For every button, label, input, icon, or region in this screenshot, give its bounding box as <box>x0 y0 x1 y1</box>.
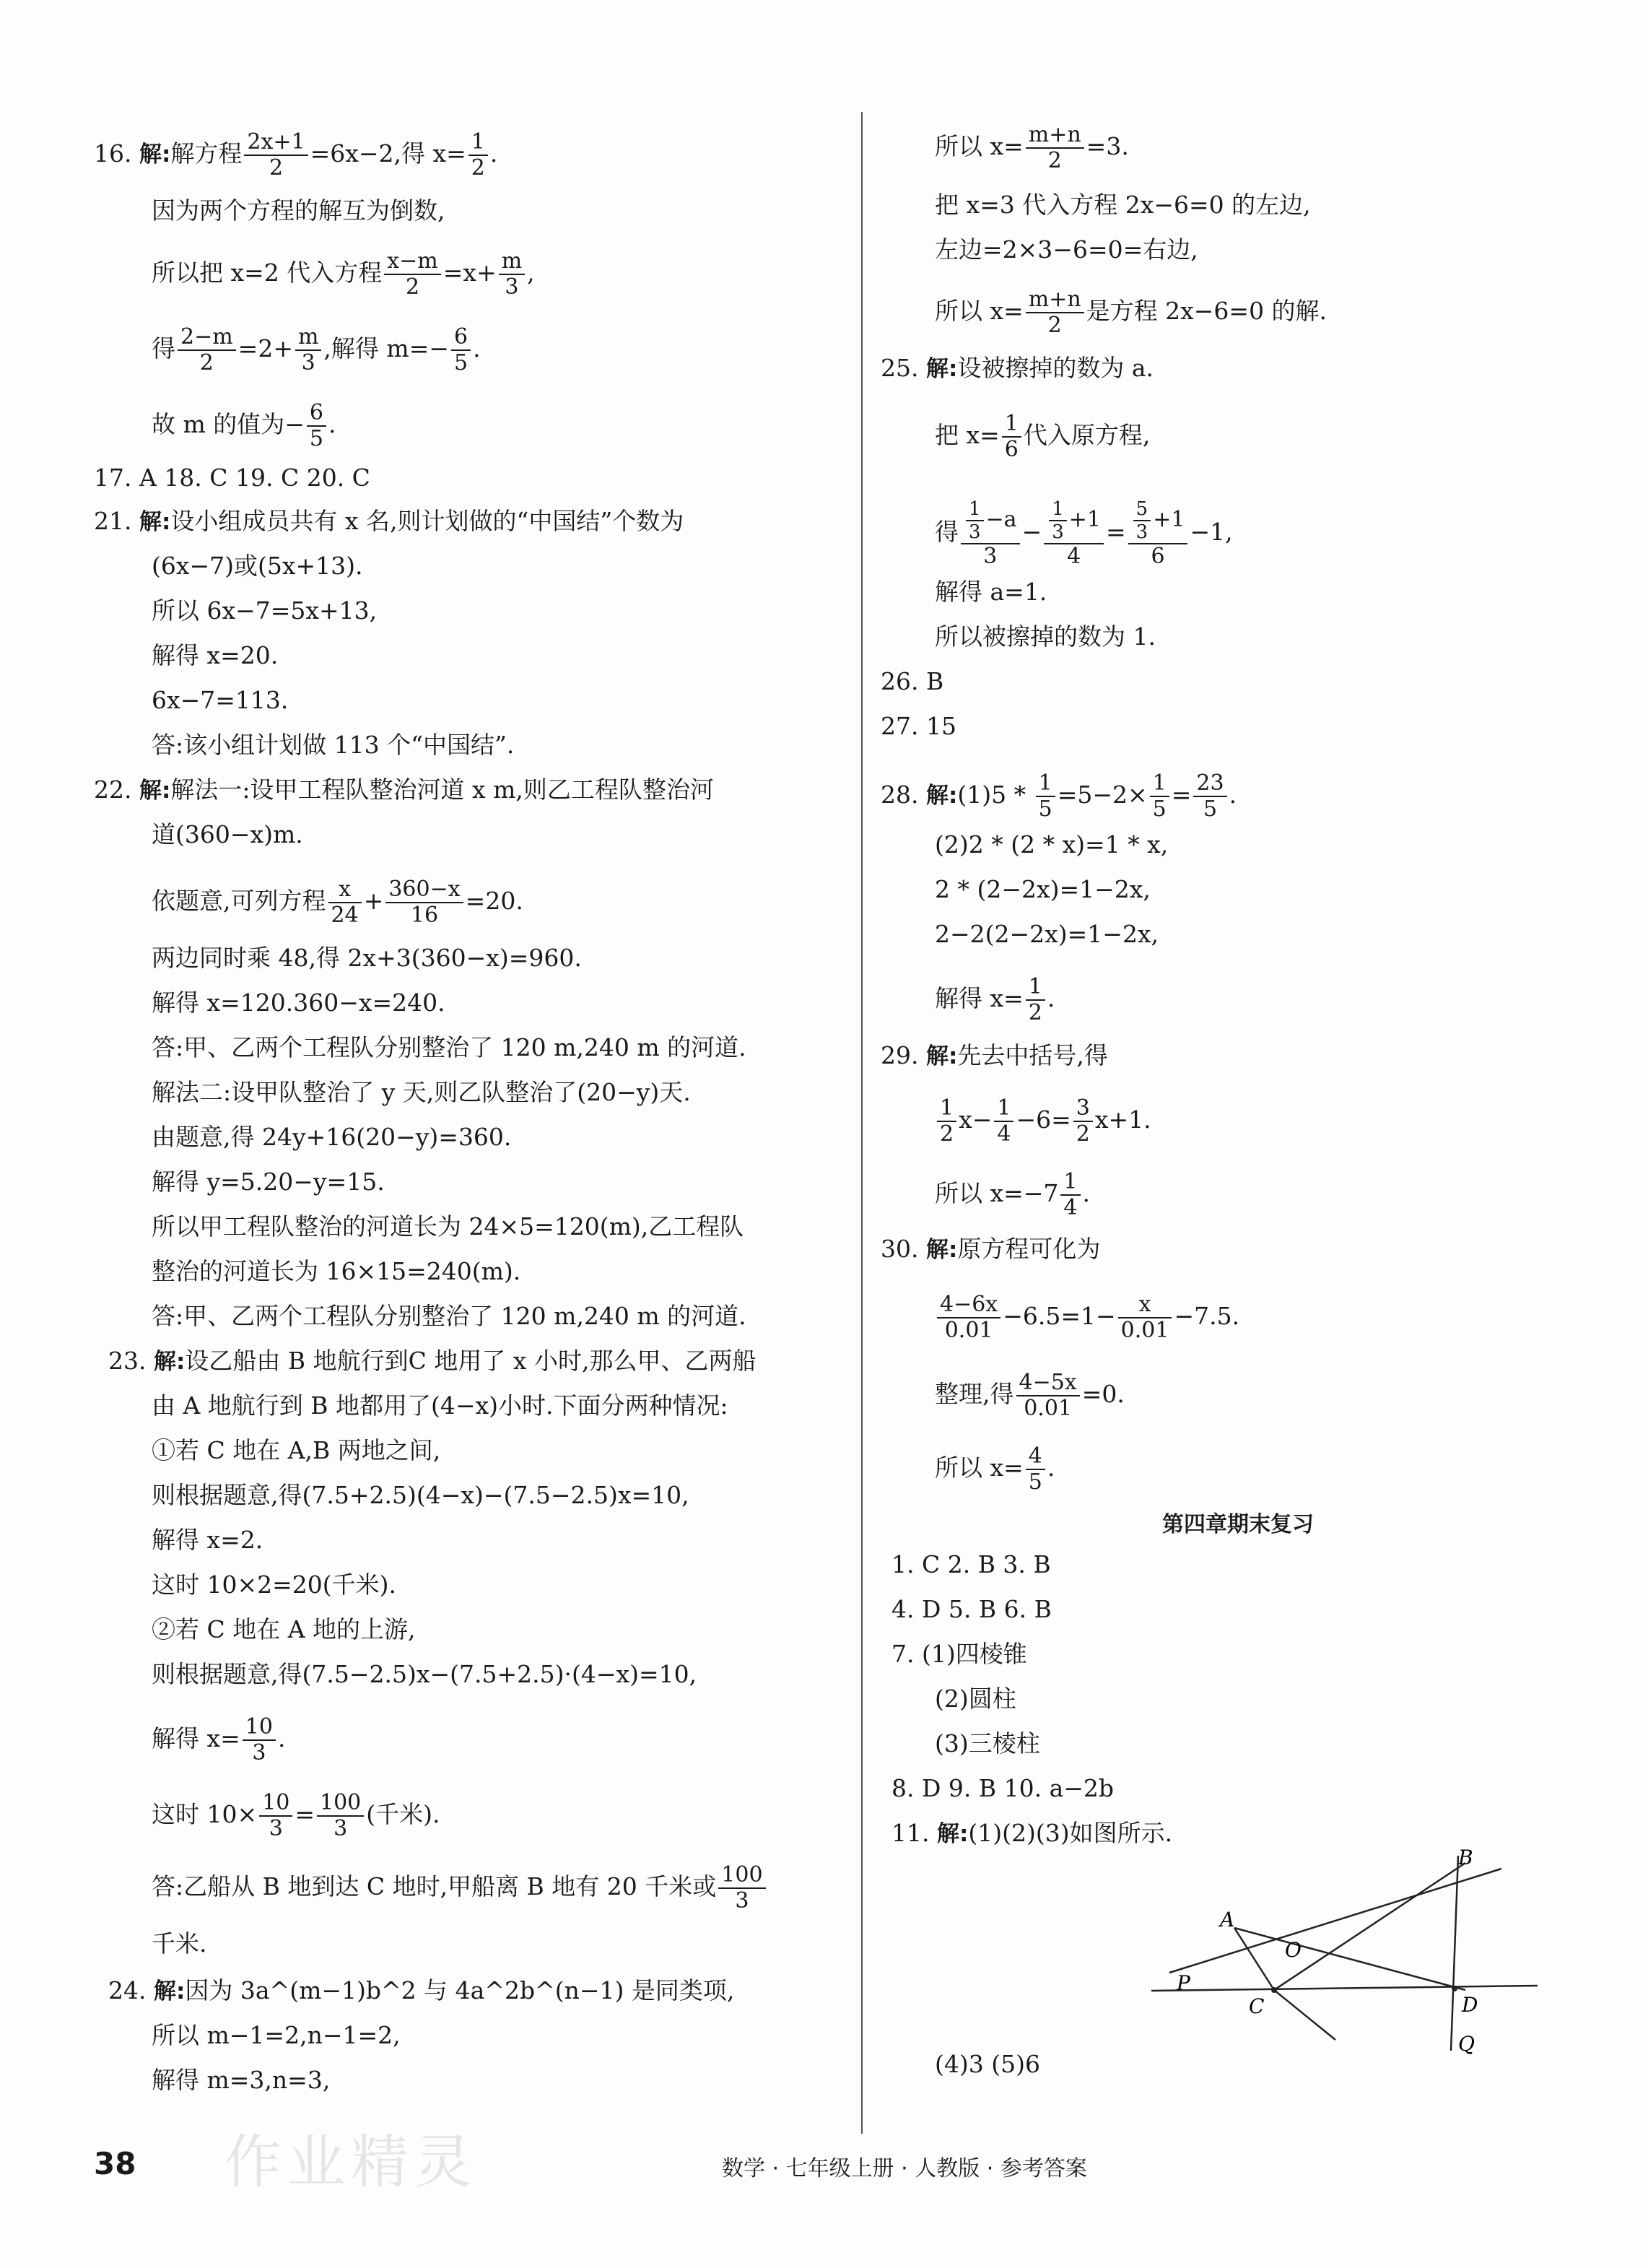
label-B: B <box>1458 1848 1473 1869</box>
q21-line6: 答:该小组计划做 113 个“中国结”. <box>152 731 515 759</box>
q22-line11: 整治的河道长为 16×15=240(m). <box>152 1257 521 1285</box>
text: = <box>1171 781 1192 809</box>
fraction: $\frac{x-m}{2}$ <box>384 249 441 300</box>
point-D <box>1452 1986 1457 1991</box>
fraction: $\frac{1}{5}$ <box>1036 771 1055 822</box>
q21-line1 <box>94 505 684 538</box>
text: 解得 x= <box>935 984 1024 1012</box>
text: . <box>473 334 481 362</box>
compound-fraction: $\frac{1}{3}$ −a 3 <box>961 498 1020 569</box>
fraction: $\frac{1}{4}$ <box>994 1096 1013 1147</box>
q25-line5: 所以被擦掉的数为 1. <box>935 622 1156 651</box>
q22-line3 <box>152 877 523 928</box>
q28-line5 <box>935 975 1055 1025</box>
q22-line10: 所以甲工程队整治的河道长为 24×5=120(m),乙工程队 <box>152 1212 744 1241</box>
answer-label: 解: <box>925 1043 958 1069</box>
q17-20-answers: 17. A 18. C 19. C 20. C <box>94 464 370 492</box>
text: =5−2× <box>1057 781 1148 809</box>
q28-line2: (2)2 * (2 * x)=1 * x, <box>935 830 1169 859</box>
q24-line1 <box>108 1975 734 2007</box>
q28-number: 28. <box>881 781 919 809</box>
page-footer: 数学 · 七年级上册 · 人教版 · 参考答案 <box>722 2156 1087 2181</box>
text: 整理,得 <box>935 1380 1014 1408</box>
q16-line2: 因为两个方程的解互为倒数, <box>152 196 445 225</box>
q21-line4: 解得 x=20. <box>152 641 279 669</box>
q24-line2: 所以 m−1=2,n−1=2, <box>152 2021 401 2049</box>
text: 因为 3a^(m−1)b^2 与 4a^2b^(n−1) 是同类项, <box>185 1976 735 2004</box>
label-O: O <box>1285 1938 1302 1962</box>
q23-line3: ①若 C 地在 A,B 两地之间, <box>152 1436 441 1464</box>
fraction: $\frac{4-5x}{0.01}$ <box>1016 1370 1080 1421</box>
text: . <box>1229 781 1237 809</box>
text: 解得 x= <box>152 1724 240 1752</box>
q28-line3: 2 * (2−2x)=1−2x, <box>935 875 1151 903</box>
q22-line9: 解得 y=5.20−y=15. <box>152 1168 385 1196</box>
text: 所以把 x=2 代入方程 <box>152 258 383 287</box>
text: =x+ <box>442 258 497 287</box>
fraction: $\frac{1}{2}$ <box>468 130 488 181</box>
q30-line1 <box>881 1233 1100 1266</box>
column-divider <box>861 112 863 2134</box>
line-CB <box>1274 1863 1465 1990</box>
q25-line1 <box>881 352 1154 385</box>
fraction: $\frac{6}{5}$ <box>307 401 326 451</box>
q30-line4 <box>935 1444 1055 1495</box>
answer-label: 解: <box>139 509 171 535</box>
text: 原方程可化为 <box>957 1235 1101 1263</box>
q21-number: 21. <box>94 507 132 535</box>
fraction: $\frac{m}{3}$ <box>295 325 321 375</box>
line-PD <box>1151 1986 1538 1991</box>
fraction: $\frac{m+n}{2}$ <box>1026 287 1084 338</box>
text: (1)(2)(3)如图所示. <box>968 1819 1173 1847</box>
text: 所以 x= <box>935 1454 1024 1482</box>
label-A: A <box>1220 1908 1235 1932</box>
text: . <box>1082 1179 1090 1207</box>
text: =6x−2,得 x= <box>310 139 466 168</box>
label-C: C <box>1249 1994 1265 2018</box>
text: 答:乙船从 B 地到达 C 地时,甲船离 B 地有 20 千米或 <box>152 1872 717 1900</box>
text: 这时 10× <box>152 1800 258 1828</box>
q29-line2 <box>935 1096 1151 1147</box>
answer-label: 解: <box>153 1349 186 1375</box>
watermark: 作业精灵 <box>224 2129 478 2196</box>
fraction: $\frac{6}{5}$ <box>451 325 471 375</box>
point-C <box>1271 1987 1277 1993</box>
q24c-line3: 左边=2×3−6=0=右边, <box>935 235 1198 264</box>
q24c-line4 <box>935 287 1327 338</box>
text: 是方程 2x−6=0 的解. <box>1086 297 1327 325</box>
fraction: $\frac{1}{6}$ <box>1002 412 1021 462</box>
text: x+1. <box>1094 1105 1151 1134</box>
q23-line7: ②若 C 地在 A 地的上游, <box>152 1615 416 1643</box>
text: . <box>277 1724 286 1752</box>
q26-answer: 26. B <box>881 667 944 695</box>
answer-label: 解: <box>925 1237 958 1263</box>
fraction: $\frac{23}{5}$ <box>1193 771 1226 822</box>
text: 设被擦掉的数为 a. <box>957 354 1154 382</box>
text: =3. <box>1086 132 1129 160</box>
answer-label: 解: <box>139 778 171 804</box>
text: 把 x= <box>935 421 1000 449</box>
q23-line8: 则根据题意,得(7.5−2.5)x−(7.5+2.5)·(4−x)=10, <box>152 1660 697 1688</box>
q30-line2 <box>935 1292 1239 1343</box>
q22-line12: 答:甲、乙两个工程队分别整治了 120 m,240 m 的河道. <box>152 1302 746 1330</box>
fraction: $\frac{1}{2}$ <box>1026 975 1045 1025</box>
q27-answer: 27. 15 <box>881 712 956 740</box>
q29-line1 <box>881 1040 1108 1072</box>
text: −1, <box>1190 518 1233 546</box>
ch4-q1-3: 1. C 2. B 3. B <box>891 1550 1051 1578</box>
label-Q: Q <box>1458 2032 1475 2056</box>
text: 设乙船由 B 地航行到C 地用了 x 小时,那么甲、乙两船 <box>185 1347 757 1375</box>
q23-line12: 千米. <box>152 1929 207 1958</box>
q29-number: 29. <box>881 1041 919 1069</box>
q22-line8: 由题意,得 24y+16(20−y)=360. <box>152 1123 512 1151</box>
q30-line3 <box>935 1370 1125 1421</box>
fraction: $\frac{3}{2}$ <box>1073 1096 1093 1147</box>
ch4-q7-3: (3)三棱柱 <box>935 1729 1040 1758</box>
text: (千米). <box>366 1800 440 1828</box>
text: =20. <box>465 887 523 915</box>
q23-line11 <box>152 1863 768 1913</box>
text: . <box>328 410 336 438</box>
q23-line5: 解得 x=2. <box>152 1526 263 1554</box>
text: −6.5=1− <box>1003 1302 1116 1330</box>
fraction: $\frac{100}{3}$ <box>317 1791 364 1841</box>
q28-line4: 2−2(2−2x)=1−2x, <box>935 920 1159 948</box>
q23-line10 <box>152 1791 440 1841</box>
q24-line3: 解得 m=3,n=3, <box>152 2066 331 2094</box>
text: . <box>1047 984 1055 1012</box>
fraction: $\frac{x}{24}$ <box>328 877 362 928</box>
text: =0. <box>1081 1380 1125 1408</box>
fraction: $\frac{2x+1}{2}$ <box>244 130 308 181</box>
line-PB <box>1169 1869 1501 1973</box>
text: 先去中括号,得 <box>957 1041 1108 1069</box>
text: = <box>295 1800 315 1828</box>
compound-fraction: $\frac{5}{3}$ +1 6 <box>1128 498 1188 569</box>
fraction: $\frac{10}{3}$ <box>243 1715 276 1765</box>
q25-line4: 解得 a=1. <box>935 578 1047 606</box>
fraction: $\frac{m+n}{2}$ <box>1026 123 1084 173</box>
q16-line4 <box>152 325 481 375</box>
text: 所以 x= <box>935 297 1024 325</box>
text: ,解得 m=− <box>323 334 449 362</box>
q22-line5: 解得 x=120.360−x=240. <box>152 989 445 1017</box>
text: −7.5. <box>1174 1302 1240 1330</box>
label-D: D <box>1462 1993 1478 2017</box>
ch4-q7-2: (2)圆柱 <box>935 1685 1016 1713</box>
ch4-q8-10: 8. D 9. B 10. a−2b <box>891 1774 1115 1802</box>
fraction: $\frac{100}{3}$ <box>718 1863 765 1913</box>
q24c-line1 <box>935 123 1129 173</box>
fraction: $\frac{4-6x}{0.01}$ <box>937 1292 1000 1343</box>
text: −6= <box>1016 1105 1071 1134</box>
text: . <box>1047 1454 1055 1482</box>
ch4-q4-6: 4. D 5. B 6. B <box>891 1595 1052 1623</box>
fraction: $\frac{1}{5}$ <box>1150 771 1169 822</box>
text: 解方程 <box>170 139 243 168</box>
fraction: $\frac{10}{3}$ <box>259 1791 292 1841</box>
ch4-q11-end: (4)3 (5)6 <box>935 2050 1040 2078</box>
q21-line3: 所以 6x−7=5x+13, <box>152 596 378 625</box>
q16-number: 16. <box>94 139 132 168</box>
ch4-q7-1: 7. (1)四棱锥 <box>891 1640 1027 1668</box>
text: 得 <box>152 334 175 362</box>
q25-line3 <box>935 498 1233 569</box>
text: 得 <box>935 518 959 546</box>
ch4-q11 <box>891 1817 1172 1850</box>
q21-line2: (6x−7)或(5x+13). <box>152 552 363 580</box>
fraction: $\frac{m}{3}$ <box>499 249 525 300</box>
q25-number: 25. <box>881 354 919 382</box>
text: =2+ <box>237 334 293 362</box>
answer-label: 解: <box>925 783 958 809</box>
compound-fraction: $\frac{1}{3}$ +1 4 <box>1044 498 1104 569</box>
fraction: $\frac{1}{4}$ <box>1060 1170 1080 1220</box>
chapter-heading: 第四章期末复习 <box>1162 1512 1314 1537</box>
label-P: P <box>1177 1971 1190 1995</box>
geometry-figure <box>1148 1848 1552 2058</box>
text: 故 m 的值为− <box>152 410 305 438</box>
q28-line1 <box>881 771 1237 822</box>
text: = <box>1106 518 1126 546</box>
q23-number: 23. <box>108 1347 147 1375</box>
text: 依题意,可列方程 <box>152 887 326 915</box>
q22-line1 <box>94 774 714 807</box>
q23-line4: 则根据题意,得(7.5+2.5)(4−x)−(7.5−2.5)x=10, <box>152 1481 689 1509</box>
q29-line3 <box>935 1170 1090 1220</box>
q16-line5 <box>152 401 336 451</box>
fraction: $\frac{x}{0.01}$ <box>1118 1292 1172 1343</box>
text: 解法一:设甲工程队整治河道 x m,则乙工程队整治河 <box>170 775 714 804</box>
q16-line3 <box>152 249 535 300</box>
q23-line2: 由 A 地航行到 B 地都用了(4−x)小时.下面分两种情况: <box>152 1391 728 1420</box>
line-CQ <box>1274 1990 1335 2040</box>
q25-line2 <box>935 412 1150 462</box>
q22-line6: 答:甲、乙两个工程队分别整治了 120 m,240 m 的河道. <box>152 1033 746 1061</box>
q23-line9 <box>152 1715 285 1765</box>
q22-line2: 道(360−x)m. <box>152 820 303 848</box>
text: 所以 x= <box>935 132 1024 160</box>
q11-number: 11. <box>891 1819 930 1847</box>
fraction: $\frac{1}{2}$ <box>937 1096 956 1147</box>
answer-label: 解: <box>153 1978 186 2004</box>
answer-label: 解: <box>936 1821 969 1847</box>
q16-line1: 16. 解:解方程 $\frac{2x+1}{2}$ =6x−2,得 x= $\frac{1}{2}$ . <box>94 129 498 181</box>
text: , <box>527 258 535 287</box>
text: 设小组成员共有 x 名,则计划做的“中国结”个数为 <box>170 507 684 535</box>
q24c-line2: 把 x=3 代入方程 2x−6=0 的左边, <box>935 191 1311 219</box>
fraction: $\frac{4}{5}$ <box>1026 1444 1045 1495</box>
answer-label: 解: <box>139 142 171 168</box>
q30-number: 30. <box>881 1235 919 1263</box>
q22-line4: 两边同时乘 48,得 2x+3(360−x)=960. <box>152 944 582 972</box>
fraction: $\frac{360-x}{16}$ <box>385 877 463 928</box>
page-number: 38 <box>94 2146 136 2181</box>
q24-number: 24. <box>108 1976 147 2004</box>
text: 所以 x=−7 <box>935 1179 1059 1207</box>
text: x− <box>959 1105 993 1134</box>
text: − <box>1021 518 1042 546</box>
text: + <box>363 887 384 915</box>
q23-line1 <box>108 1345 756 1378</box>
q22-number: 22. <box>94 775 132 804</box>
q21-line5: 6x−7=113. <box>152 686 289 714</box>
fraction: $\frac{2-m}{2}$ <box>178 325 236 375</box>
q22-line7: 解法二:设甲队整治了 y 天,则乙队整治了(20−y)天. <box>152 1078 691 1106</box>
text: (1)5 * <box>957 781 1034 809</box>
answer-label: 解: <box>925 356 958 382</box>
text: 代入原方程, <box>1023 421 1151 449</box>
q23-line6: 这时 10×2=20(千米). <box>152 1570 397 1599</box>
